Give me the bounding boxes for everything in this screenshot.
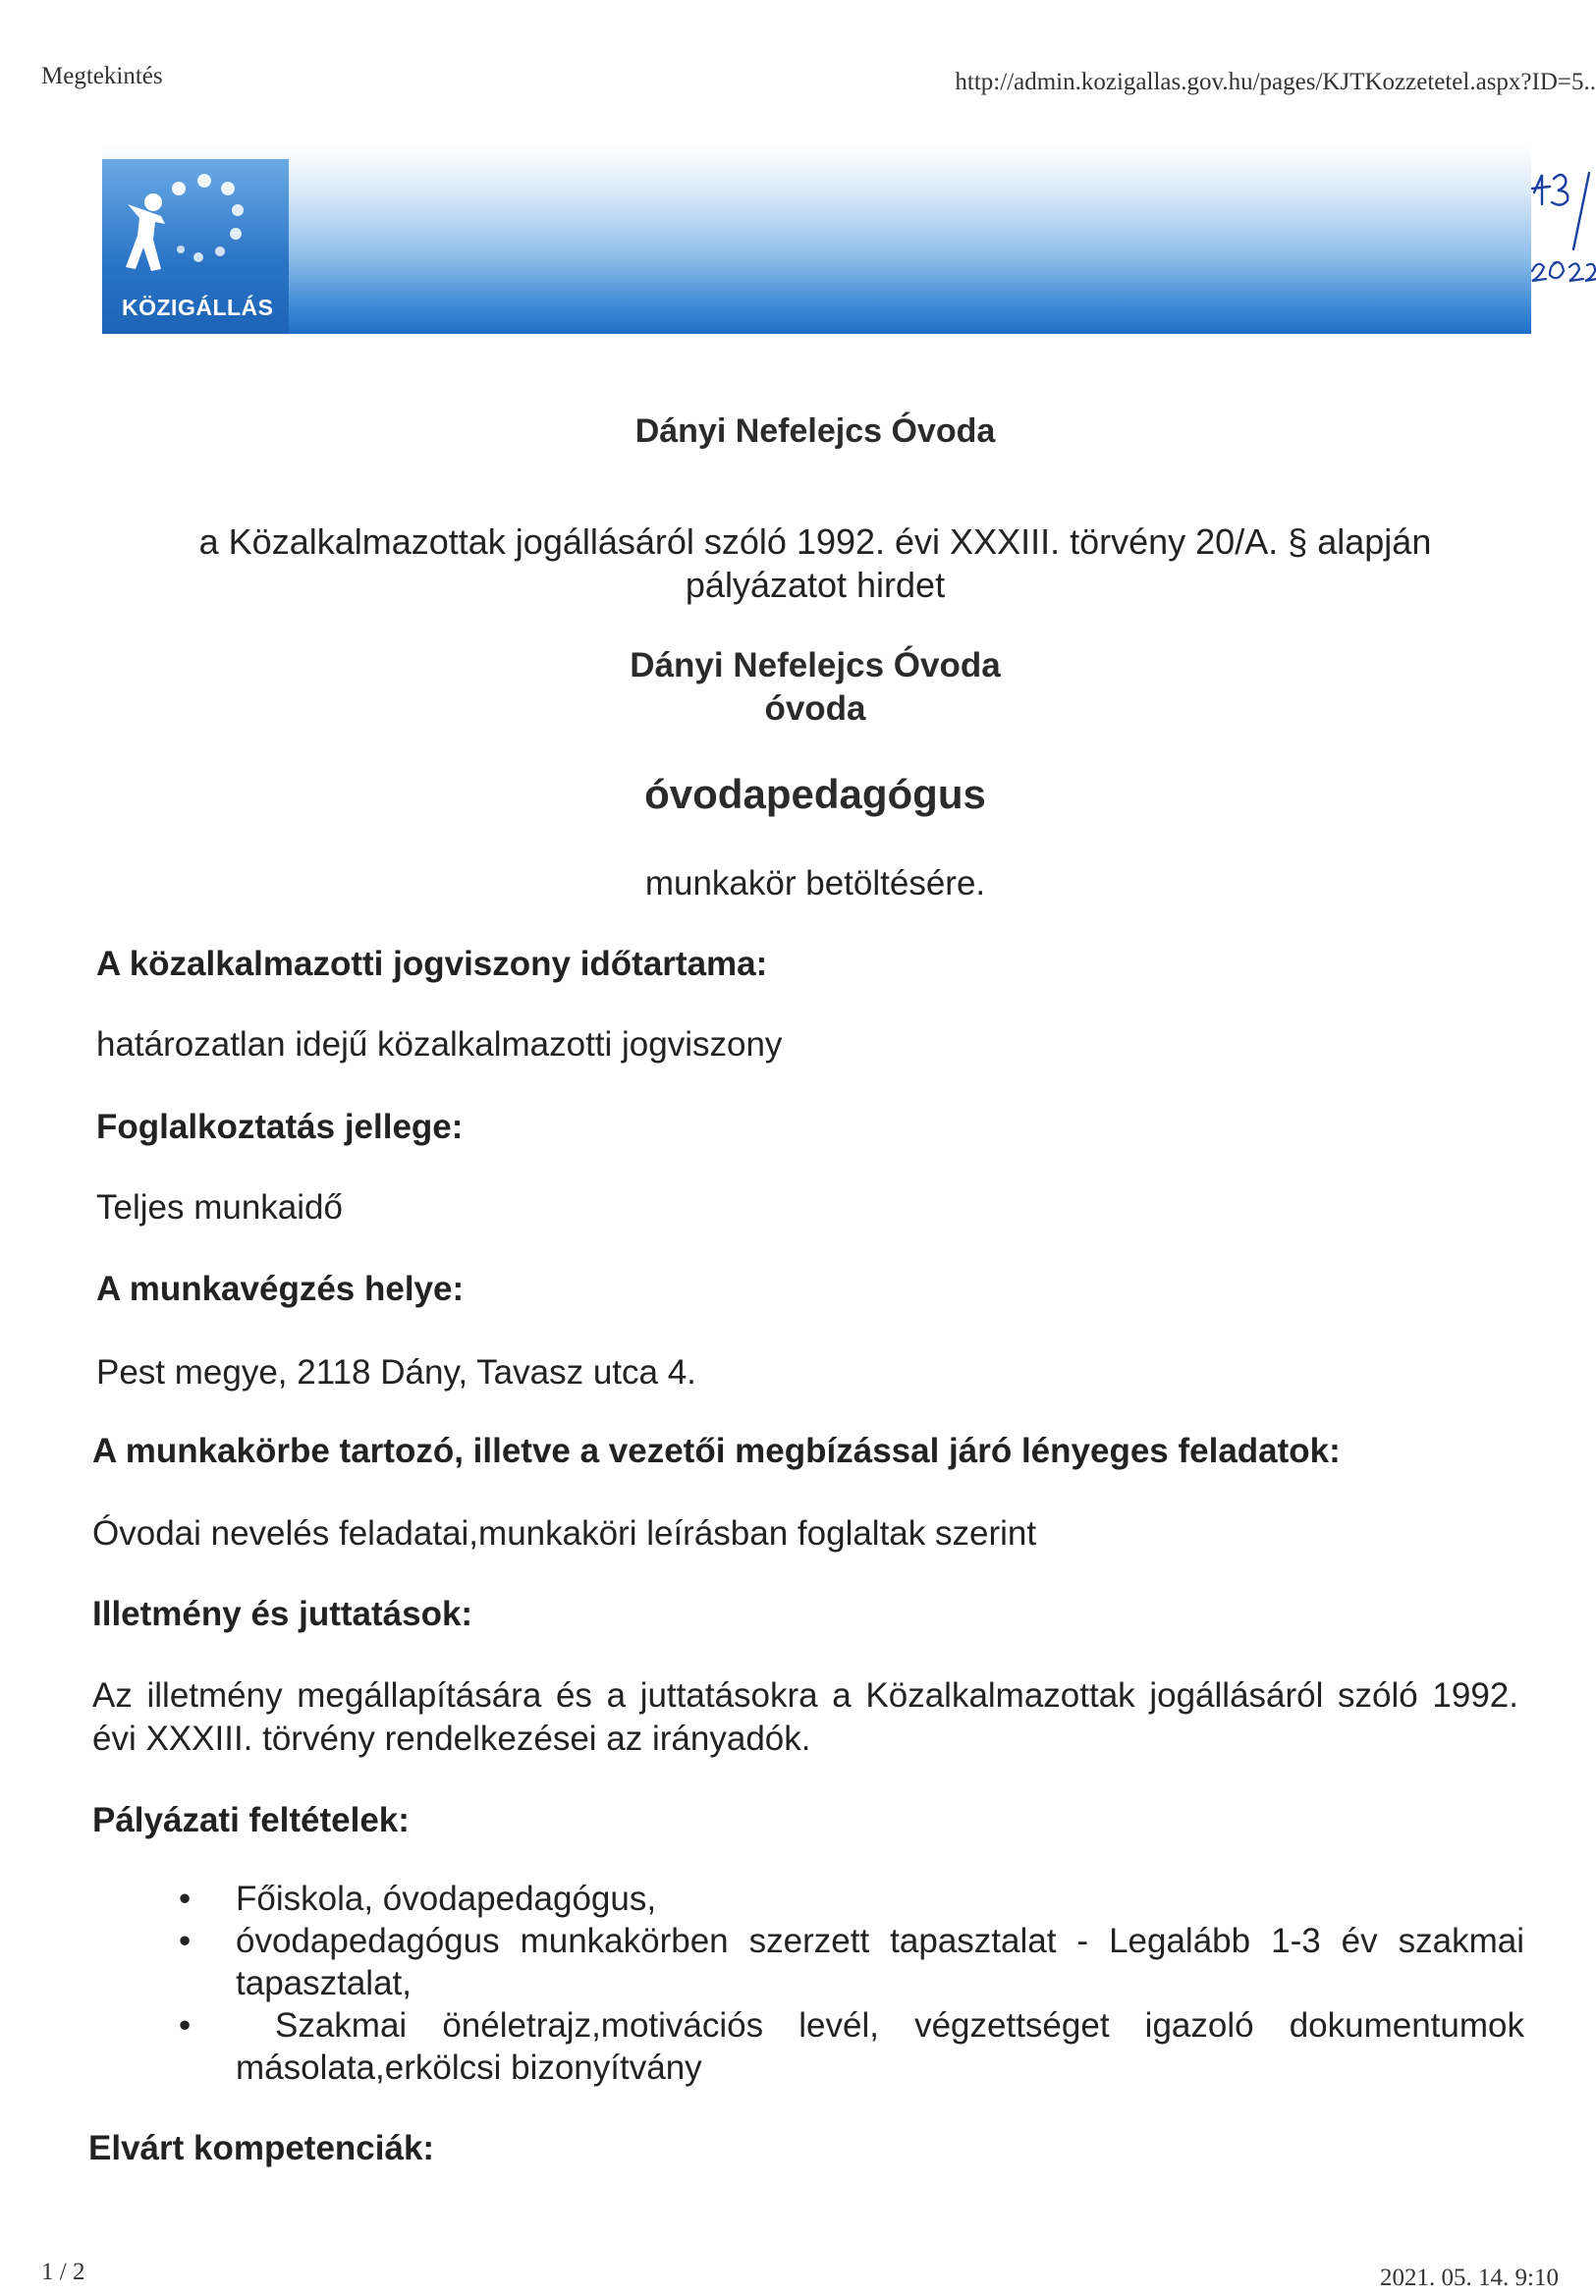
print-header-title: Megtekintés bbox=[41, 63, 163, 89]
section-text-duration: határozatlan idejű közalkalmazotti jogviszony bbox=[96, 1025, 783, 1064]
list-item bbox=[179, 1878, 1524, 1920]
employer-name: Dányi Nefelejcs Óvoda bbox=[630, 646, 1001, 684]
print-header-url: http://admin.kozigallas.gov.hu/pages/KJTKozzetetel.aspx?ID=5.. bbox=[955, 69, 1596, 95]
page-number: 1 / 2 bbox=[41, 2259, 85, 2285]
requirement-text: Főiskola, óvodapedagógus, bbox=[236, 1880, 657, 1918]
logo-text: KÖZIGÁLLÁS bbox=[122, 295, 274, 320]
requirement-text: óvodapedagógus munkakörben szerzett tapasztalat - Legalább 1-3 év szakmai tapasztalat, bbox=[236, 1922, 1524, 2002]
position-suffix: munkakör betöltésére. bbox=[644, 864, 986, 902]
bullet-icon: • bbox=[179, 1922, 192, 1960]
section-heading-competencies: Elvárt kompetenciák: bbox=[88, 2129, 435, 2167]
person-stars-icon bbox=[118, 167, 275, 295]
section-heading-duration: A közalkalmazotti jogviszony időtartama: bbox=[96, 945, 768, 983]
list-item bbox=[179, 2004, 1524, 2089]
position-title: óvodapedagógus bbox=[644, 771, 986, 817]
legal-basis-line-1: a Közalkalmazottak jogállásáról szóló 1992. évi XXXIII. törvény 20/A. § alapján bbox=[198, 521, 1432, 562]
requirements-list bbox=[179, 1878, 1524, 2089]
section-heading-employment-type: Foglalkoztatás jellege: bbox=[96, 1108, 464, 1146]
bullet-icon: • bbox=[179, 2006, 192, 2045]
bullet-icon: • bbox=[179, 1880, 192, 1918]
kozigallas-banner bbox=[102, 145, 1531, 334]
requirement-text: Szakmai önéletrajz,motivációs levél, végzettséget igazoló dokumentumok másolata,erkölcsi bizonyítvány bbox=[236, 2006, 1524, 2087]
employer-type: óvoda bbox=[764, 689, 866, 728]
kozigallas-logo bbox=[102, 159, 289, 334]
section-heading-tasks: A munkakörbe tartozó, illetve a vezetői megbízással járó lényeges feladatok: bbox=[92, 1432, 1341, 1470]
handwritten-registration-note bbox=[1528, 165, 1596, 293]
list-item bbox=[179, 1920, 1524, 2004]
legal-basis bbox=[98, 520, 1532, 607]
organization-title: Dányi Nefelejcs Óvoda bbox=[634, 412, 996, 450]
section-text-workplace: Pest megye, 2118 Dány, Tavasz utca 4. bbox=[96, 1353, 696, 1392]
print-datetime: 2021. 05. 14. 9:10 bbox=[1380, 2265, 1559, 2291]
section-heading-workplace: A munkavégzés helye: bbox=[96, 1270, 465, 1308]
employer-block bbox=[0, 644, 1596, 731]
section-text-salary: Az illetmény megállapítására és a juttatásokra a Közalkalmazottak jogállásáról szóló 1992. évi XXXIII. törvény rendelkezései az irányadók. bbox=[92, 1676, 1518, 1758]
section-text-tasks: Óvodai nevelés feladatai,munkaköri leírásban foglaltak szerint bbox=[92, 1514, 1037, 1553]
section-heading-salary: Illetmény és juttatások: bbox=[92, 1595, 473, 1633]
section-heading-requirements: Pályázati feltételek: bbox=[92, 1801, 410, 1839]
section-text-employment-type: Teljes munkaidő bbox=[96, 1188, 343, 1227]
legal-basis-line-2: pályázatot hirdet bbox=[685, 565, 946, 605]
